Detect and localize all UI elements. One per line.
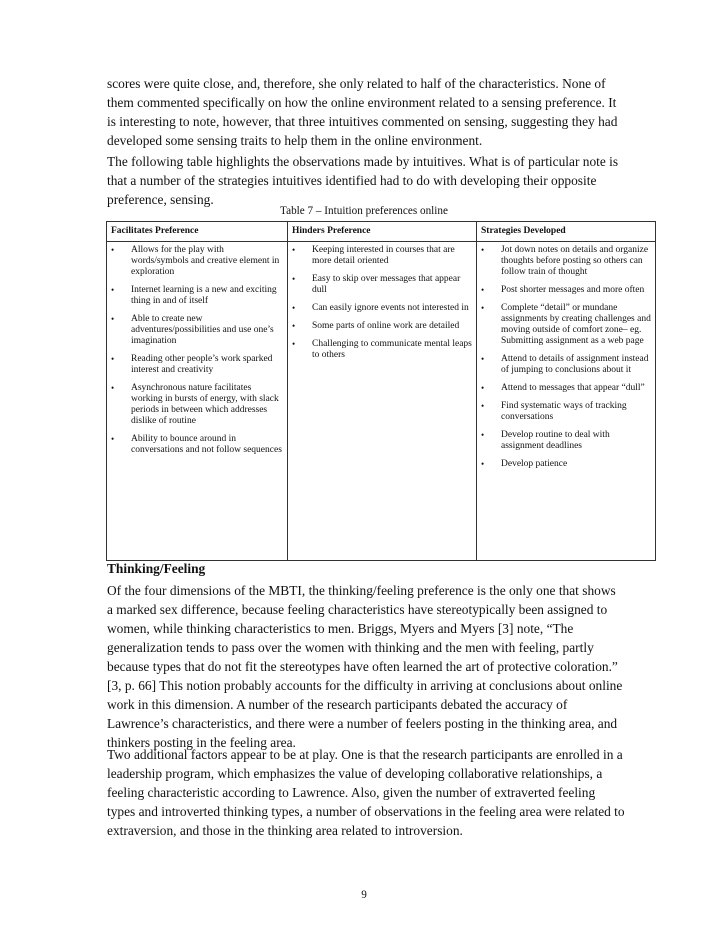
- paragraph-additional-factors: Two additional factors appear to be at play. One is that the research participants are enrolled in a leadership program, which emphasizes the value of developing collaborative relationships, a feeling characteristic according to Lawrence. Also, given the number of extraverted feeling types and introverted thinking types, a number of observations in the feeling area were related to extraversion, and those in the thinking area related to introversion.: [107, 747, 625, 838]
- table-row: [107, 242, 656, 561]
- list-item: • Keeping interested in courses that are more detail oriented: [292, 245, 472, 267]
- list-item: • Attend to details of assignment instead of jumping to conclusions about it: [481, 354, 651, 376]
- list-item: • Ability to bounce around in conversations and not follow sequences: [111, 434, 283, 456]
- strategies-list: [481, 245, 651, 470]
- list-item: • Post shorter messages and more often: [481, 285, 651, 296]
- list-item: • Find systematic ways of tracking conversations: [481, 401, 651, 423]
- facilitates-list: [111, 245, 283, 456]
- list-item: • Develop patience: [481, 459, 651, 470]
- list-item: • Some parts of online work are detailed: [292, 321, 472, 332]
- list-item: • Develop routine to deal with assignment deadlines: [481, 430, 651, 452]
- section-heading: Thinking/Feeling: [107, 561, 206, 576]
- hinders-list: [292, 245, 472, 361]
- list-item: • Allows for the play with words/symbols and creative element in exploration: [111, 245, 283, 278]
- header-strategies: Strategies Developed: [477, 222, 656, 242]
- table-caption: Table 7 – Intuition preferences online: [280, 205, 448, 217]
- facilitates-cell: [107, 242, 288, 561]
- table-header-row: [107, 222, 656, 242]
- hinders-cell: [288, 242, 477, 561]
- list-item: • Challenging to communicate mental leaps to others: [292, 339, 472, 361]
- list-item: • Jot down notes on details and organize thoughts before posting so others can follow train of thought: [481, 245, 651, 278]
- list-item: • Complete “detail” or mundane assignments by creating challenges and moving outside of comfort zone– eg. Submitting assignment as a web page: [481, 303, 651, 347]
- list-item: • Internet learning is a new and exciting thing in and of itself: [111, 285, 283, 307]
- paragraph-sensing-conclusion: scores were quite close, and, therefore, she only related to half of the characteristics. None of them commented specifically on how the online environment related to a sensing preference. It is interesting to note, however, that three intuitives commented on sensing, suggesting they had developed some sensing traits to help them in the online environment.: [107, 76, 618, 148]
- list-item: • Can easily ignore events not interested in: [292, 303, 472, 314]
- list-item: • Reading other people’s work sparked interest and creativity: [111, 354, 283, 376]
- list-item: • Easy to skip over messages that appear dull: [292, 274, 472, 296]
- list-item: • Able to create new adventures/possibilities and use one’s imagination: [111, 314, 283, 347]
- strategies-cell: [477, 242, 656, 561]
- header-hinders: Hinders Preference: [288, 222, 477, 242]
- list-item: • Attend to messages that appear “dull”: [481, 383, 651, 394]
- list-item: • Asynchronous nature facilitates working in bursts of energy, with slack periods in between which addresses dislike of routine: [111, 383, 283, 427]
- intuition-preferences-table: [106, 221, 656, 561]
- header-facilitates: Facilitates Preference: [107, 222, 288, 242]
- page-number: 9: [361, 889, 367, 901]
- paragraph-table-intro: The following table highlights the observations made by intuitives. What is of particular note is that a number of the strategies intuitives identified had to do with developing their opposite preference, sensing.: [107, 154, 619, 207]
- paragraph-thinking-feeling: Of the four dimensions of the MBTI, the thinking/feeling preference is the only one that shows a marked sex difference, because feeling characteristics have stereotypically been assigned to women, while thinking characteristics to men. Briggs, Myers and Myers [3] note, “The generalization tends to pass over the women with thinking and the men with feeling, partly because types that do not fit the stereotypes have often learned the art of protective coloration.” [3, p. 66] This notion probably accounts for the difficulty in arriving at conclusions about online work in this dimension. A number of the research participants debated the accuracy of Lawrence’s characteristics, and there were a number of feelers posting in the thinking area, and thinkers posting in the feeling area.: [107, 583, 623, 750]
